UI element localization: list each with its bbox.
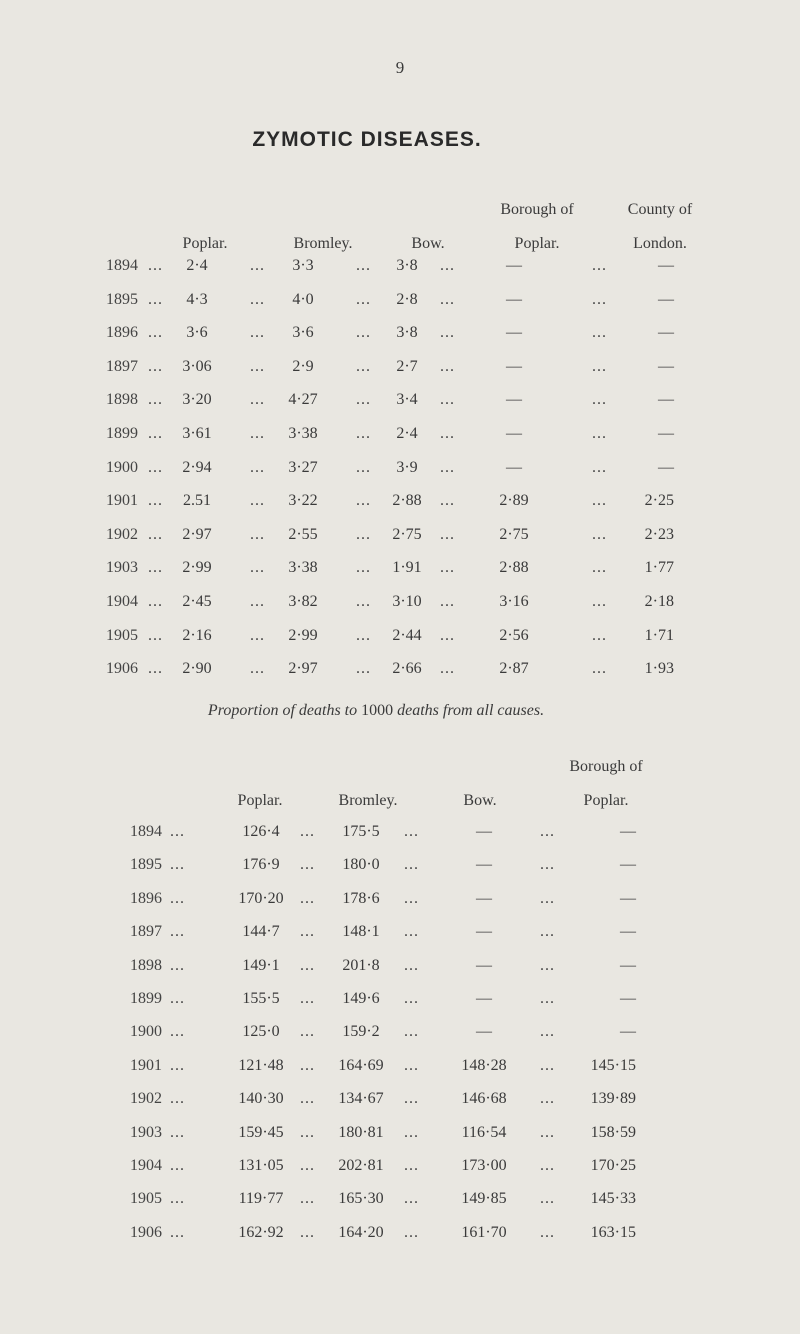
t2-poplar: 162·92 [238,1224,284,1241]
leader-dots: ... [404,990,419,1007]
t1-borough: — [506,425,522,442]
leader-dots: ... [592,660,607,677]
t1-bow: 2·88 [392,492,422,509]
t1-bow: 3·8 [396,324,418,341]
leader-dots: ... [404,890,419,907]
leader-dots: ... [540,890,555,907]
leader-dots: ... [440,593,455,610]
t1-poplar: 4·3 [186,291,208,308]
leader-dots: ... [148,492,163,509]
t2-bromley: 134·67 [338,1090,384,1107]
t1-county: 1·93 [644,660,674,677]
t1-year: 1896 [106,324,138,341]
t1-bromley: 2·9 [292,358,314,375]
t2-borough: 139·89 [590,1090,636,1107]
leader-dots: ... [170,856,185,873]
leader-dots: ... [170,1090,185,1107]
t2-borough: — [620,823,636,840]
t2-borough: 163·15 [590,1224,636,1241]
t2-poplar: 119·77 [238,1190,284,1207]
leader-dots: ... [440,324,455,341]
leader-dots: ... [440,627,455,644]
t1-bromley: 3·38 [288,559,318,576]
t2-borough: 145·15 [590,1057,636,1074]
t2-year: 1901 [130,1057,162,1074]
leader-dots: ... [148,291,163,308]
t1-poplar: 3·61 [182,425,212,442]
t1-poplar: 2·97 [182,526,212,543]
t2-header-borough-line1: Borough of [569,758,643,775]
t1-borough: — [506,391,522,408]
t1-bow: 3·4 [396,391,418,408]
t2-year: 1902 [130,1090,162,1107]
t2-borough: — [620,856,636,873]
leader-dots: ... [250,425,265,442]
t1-poplar: 2·16 [182,627,212,644]
section-title: ZYMOTIC DISEASES. [252,128,482,151]
t1-bow: 2·7 [396,358,418,375]
leader-dots: ... [250,492,265,509]
t2-header-bow: Bow. [463,792,497,809]
t2-year: 1897 [130,923,162,940]
leader-dots: ... [440,526,455,543]
leader-dots: ... [592,257,607,274]
leader-dots: ... [592,358,607,375]
t1-county: — [658,425,674,442]
caption-number: 1000 [361,702,394,719]
leader-dots: ... [404,1124,419,1141]
t2-poplar: 131·05 [238,1157,284,1174]
leader-dots: ... [148,358,163,375]
t1-bromley: 3·3 [292,257,314,274]
leader-dots: ... [250,526,265,543]
t1-bow: 2·75 [392,526,422,543]
leader-dots: ... [148,627,163,644]
t1-bromley: 2·97 [288,660,318,677]
t1-bromley: 3·6 [292,324,314,341]
leader-dots: ... [250,257,265,274]
t2-bow: 116·54 [461,1124,507,1141]
t2-header-borough [546,756,666,812]
t2-bromley: 202·81 [338,1157,384,1174]
t1-year: 1899 [106,425,138,442]
t1-year: 1905 [106,627,138,644]
t1-poplar: 3·6 [186,324,208,341]
leader-dots: ... [148,459,163,476]
t2-header-borough-line2: Poplar. [583,792,629,809]
t1-header-bow: Bow. [411,235,445,252]
leader-dots: ... [250,627,265,644]
leader-dots: ... [356,627,371,644]
t2-bromley: 178·6 [342,890,380,907]
t1-county: 1·71 [644,627,674,644]
leader-dots: ... [148,559,163,576]
t2-poplar: 155·5 [242,990,280,1007]
t1-county: — [658,358,674,375]
leader-dots: ... [170,1023,185,1040]
t1-year: 1897 [106,358,138,375]
t1-year: 1895 [106,291,138,308]
leader-dots: ... [300,957,315,974]
leader-dots: ... [404,1224,419,1241]
leader-dots: ... [300,1124,315,1141]
leader-dots: ... [592,526,607,543]
leader-dots: ... [356,526,371,543]
leader-dots: ... [592,492,607,509]
t2-borough: — [620,1023,636,1040]
leader-dots: ... [540,1224,555,1241]
t2-bow: 173·00 [461,1157,507,1174]
leader-dots: ... [440,459,455,476]
t2-poplar: 170·20 [238,890,284,907]
t2-bow: — [476,990,492,1007]
page-number: 9 [395,58,405,77]
t1-bromley: 2·55 [288,526,318,543]
leader-dots: ... [592,425,607,442]
t1-year: 1904 [106,593,138,610]
leader-dots: ... [540,823,555,840]
t1-borough: — [506,324,522,341]
leader-dots: ... [440,391,455,408]
leader-dots: ... [540,1190,555,1207]
leader-dots: ... [356,358,371,375]
t1-header-county [610,199,710,255]
t1-bow: 2·4 [396,425,418,442]
leader-dots: ... [592,291,607,308]
leader-dots: ... [250,593,265,610]
leader-dots: ... [592,593,607,610]
t2-year: 1896 [130,890,162,907]
leader-dots: ... [170,1190,185,1207]
t2-borough: — [620,923,636,940]
leader-dots: ... [300,1090,315,1107]
leader-dots: ... [148,660,163,677]
t1-poplar: 2·90 [182,660,212,677]
t2-bromley: 159·2 [342,1023,380,1040]
leader-dots: ... [540,1023,555,1040]
t2-bow: — [476,1023,492,1040]
leader-dots: ... [592,627,607,644]
t2-year: 1894 [130,823,162,840]
t2-borough: — [620,957,636,974]
t2-poplar: 126·4 [242,823,280,840]
leader-dots: ... [300,890,315,907]
t1-header-poplar: Poplar. [182,235,228,252]
leader-dots: ... [540,856,555,873]
leader-dots: ... [170,823,185,840]
leader-dots: ... [170,1224,185,1241]
leader-dots: ... [404,923,419,940]
leader-dots: ... [148,526,163,543]
t2-borough: 158·59 [590,1124,636,1141]
leader-dots: ... [250,391,265,408]
leader-dots: ... [170,1124,185,1141]
t2-bromley: 148·1 [342,923,380,940]
t1-borough: 2·88 [499,559,529,576]
t2-bow: 161·70 [461,1224,507,1241]
leader-dots: ... [440,492,455,509]
t2-bromley: 201·8 [342,957,380,974]
t1-borough: 2·89 [499,492,529,509]
leader-dots: ... [300,823,315,840]
leader-dots: ... [356,291,371,308]
t1-bow: 2·8 [396,291,418,308]
leader-dots: ... [300,1157,315,1174]
t1-county: — [658,291,674,308]
table2-caption [0,702,752,720]
leader-dots: ... [170,1057,185,1074]
leader-dots: ... [356,459,371,476]
t1-bromley: 3·22 [288,492,318,509]
t2-borough: 170·25 [590,1157,636,1174]
leader-dots: ... [540,1057,555,1074]
leader-dots: ... [148,425,163,442]
leader-dots: ... [250,660,265,677]
t1-bow: 3·10 [392,593,422,610]
caption-part2: deaths from all causes. [397,702,545,719]
t1-bromley: 4·0 [292,291,314,308]
t1-poplar: 2·4 [186,257,208,274]
t1-year: 1898 [106,391,138,408]
t2-year: 1906 [130,1224,162,1241]
leader-dots: ... [404,1157,419,1174]
leader-dots: ... [300,1057,315,1074]
leader-dots: ... [170,1157,185,1174]
t2-borough: — [620,890,636,907]
t1-borough: 2·87 [499,660,529,677]
leader-dots: ... [170,923,185,940]
leader-dots: ... [540,1090,555,1107]
t1-borough: 2·75 [499,526,529,543]
t1-year: 1902 [106,526,138,543]
t2-year: 1903 [130,1124,162,1141]
leader-dots: ... [148,257,163,274]
leader-dots: ... [356,660,371,677]
t2-year: 1905 [130,1190,162,1207]
t1-bromley: 3·82 [288,593,318,610]
t2-bow: — [476,856,492,873]
t2-year: 1904 [130,1157,162,1174]
t2-bow: — [476,823,492,840]
t1-poplar: 2.51 [183,492,211,509]
t1-county: 1·77 [644,559,674,576]
leader-dots: ... [148,324,163,341]
t1-poplar: 3·06 [182,358,212,375]
t1-header-county-line1: County of [627,201,693,218]
t2-poplar: 121·48 [238,1057,284,1074]
t1-bromley: 3·27 [288,459,318,476]
leader-dots: ... [250,324,265,341]
leader-dots: ... [170,890,185,907]
t1-header-bromley: Bromley. [293,235,353,252]
leader-dots: ... [540,923,555,940]
t1-poplar: 2·99 [182,559,212,576]
t1-bromley: 3·38 [288,425,318,442]
leader-dots: ... [148,391,163,408]
leader-dots: ... [404,856,419,873]
t1-year: 1906 [106,660,138,677]
t2-header-poplar: Poplar. [237,792,283,809]
t1-county: — [658,257,674,274]
t1-borough: 2·56 [499,627,529,644]
t2-bromley: 180·81 [338,1124,384,1141]
t1-bow: 2·44 [392,627,422,644]
leader-dots: ... [592,459,607,476]
t1-borough: 3·16 [499,593,529,610]
leader-dots: ... [440,559,455,576]
leader-dots: ... [540,990,555,1007]
t1-county: 2·18 [644,593,674,610]
t2-bow: 148·28 [461,1057,507,1074]
leader-dots: ... [300,923,315,940]
leader-dots: ... [592,559,607,576]
leader-dots: ... [170,957,185,974]
t1-poplar: 2·45 [182,593,212,610]
t2-poplar: 149·1 [242,957,280,974]
t1-county: — [658,459,674,476]
t1-county: — [658,391,674,408]
leader-dots: ... [404,823,419,840]
leader-dots: ... [356,425,371,442]
leader-dots: ... [356,257,371,274]
t1-county: 2·25 [644,492,674,509]
t1-year: 1900 [106,459,138,476]
t2-poplar: 144·7 [242,923,280,940]
leader-dots: ... [540,1124,555,1141]
t1-year: 1894 [106,257,138,274]
t1-borough: — [506,459,522,476]
leader-dots: ... [356,324,371,341]
leader-dots: ... [440,425,455,442]
t2-bromley: 164·20 [338,1224,384,1241]
leader-dots: ... [300,856,315,873]
t2-bromley: 175·5 [342,823,380,840]
t1-bow: 3·8 [396,257,418,274]
t2-bow: 149·85 [461,1190,507,1207]
t1-header-borough-line2: Poplar. [514,235,560,252]
t2-bromley: 165·30 [338,1190,384,1207]
leader-dots: ... [440,257,455,274]
t2-borough: — [620,990,636,1007]
leader-dots: ... [300,990,315,1007]
leader-dots: ... [440,358,455,375]
t2-poplar: 125·0 [242,1023,280,1040]
leader-dots: ... [404,1057,419,1074]
t1-bow: 1·91 [392,559,422,576]
t1-bow: 2·66 [392,660,422,677]
t1-year: 1903 [106,559,138,576]
leader-dots: ... [404,1023,419,1040]
t1-county: — [658,324,674,341]
t2-bow: 146·68 [461,1090,507,1107]
leader-dots: ... [592,391,607,408]
leader-dots: ... [592,324,607,341]
t1-bromley: 2·99 [288,627,318,644]
leader-dots: ... [356,593,371,610]
t2-bow: — [476,890,492,907]
t2-bromley: 164·69 [338,1057,384,1074]
t2-bromley: 180·0 [342,856,380,873]
t1-header-county-line2: London. [633,235,687,252]
leader-dots: ... [404,1090,419,1107]
t2-year: 1898 [130,957,162,974]
leader-dots: ... [250,291,265,308]
t2-bromley: 149·6 [342,990,380,1007]
t1-borough: — [506,257,522,274]
t2-poplar: 176·9 [242,856,280,873]
t2-year: 1895 [130,856,162,873]
t1-borough: — [506,291,522,308]
leader-dots: ... [250,358,265,375]
t1-poplar: 2·94 [182,459,212,476]
leader-dots: ... [170,990,185,1007]
leader-dots: ... [440,291,455,308]
t1-bow: 3·9 [396,459,418,476]
t2-bow: — [476,923,492,940]
leader-dots: ... [356,391,371,408]
leader-dots: ... [404,1190,419,1207]
leader-dots: ... [250,559,265,576]
leader-dots: ... [300,1190,315,1207]
leader-dots: ... [300,1224,315,1241]
leader-dots: ... [148,593,163,610]
t1-header-borough-line1: Borough of [500,201,574,218]
leader-dots: ... [250,459,265,476]
leader-dots: ... [356,559,371,576]
t1-year: 1901 [106,492,138,509]
t1-bromley: 4·27 [288,391,318,408]
t2-borough: 145·33 [590,1190,636,1207]
leader-dots: ... [540,957,555,974]
leader-dots: ... [356,492,371,509]
leader-dots: ... [300,1023,315,1040]
caption-part1: Proportion of deaths to [207,702,358,719]
t1-borough: — [506,358,522,375]
t2-poplar: 140·30 [238,1090,284,1107]
t2-bow: — [476,957,492,974]
t2-poplar: 159·45 [238,1124,284,1141]
t1-poplar: 3·20 [182,391,212,408]
t2-year: 1899 [130,990,162,1007]
t2-year: 1900 [130,1023,162,1040]
t1-header-borough [482,199,592,255]
t1-county: 2·23 [644,526,674,543]
leader-dots: ... [540,1157,555,1174]
leader-dots: ... [440,660,455,677]
t2-header-bromley: Bromley. [338,792,398,809]
leader-dots: ... [404,957,419,974]
